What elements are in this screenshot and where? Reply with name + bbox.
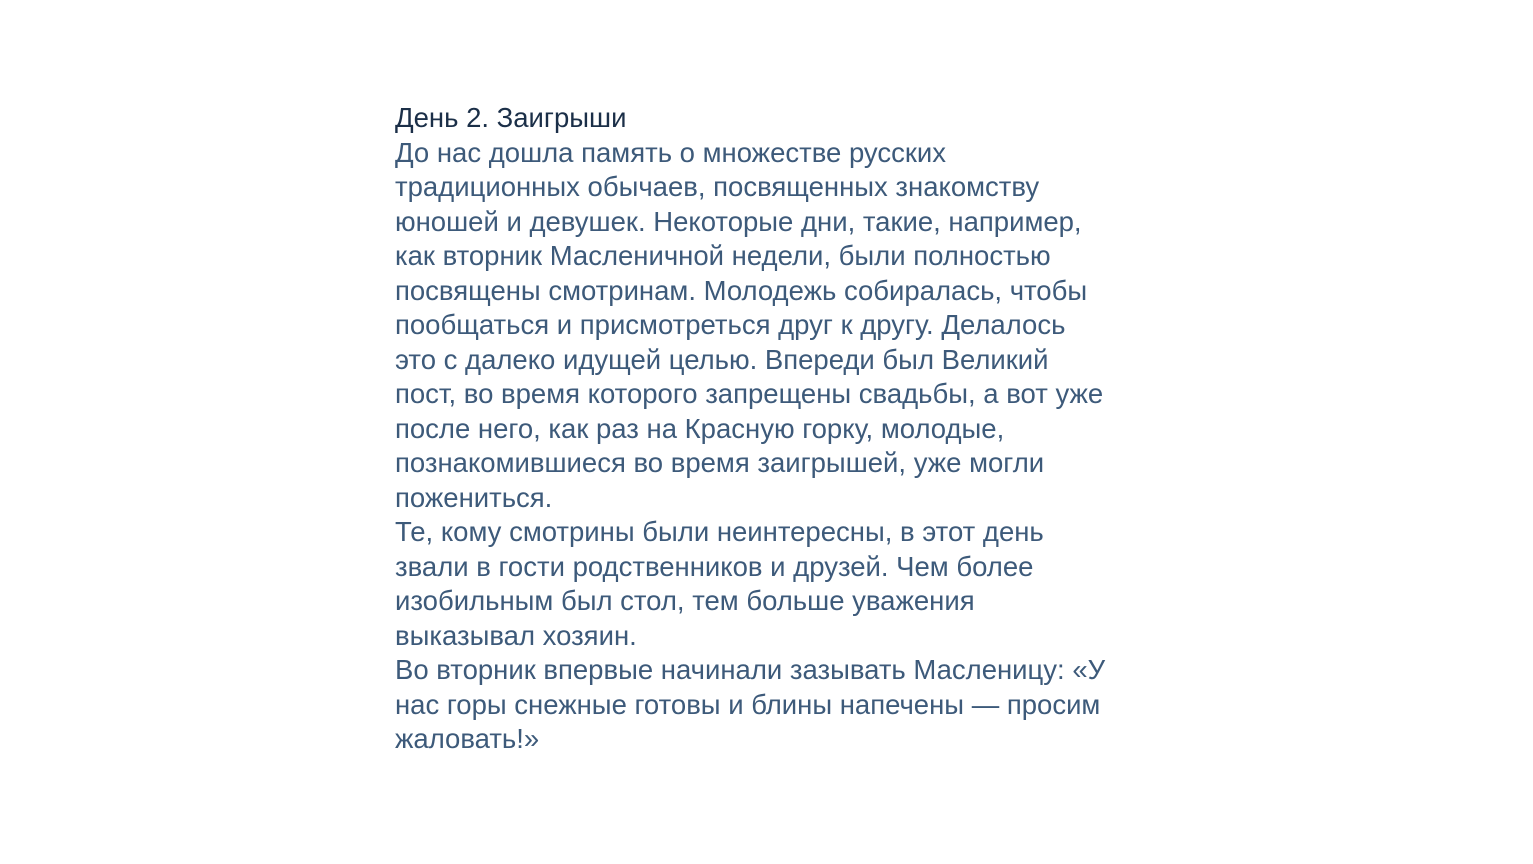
paragraph-guests: Те, кому смотрины были неинтересны, в этот день звали в гости родственников и друзей. Чем более изобильным был стол, тем больше уважения выказывал хозяин.: [395, 516, 1044, 651]
paragraph-invitation: Во вторник впервые начинали зазывать Масленицу: «У нас горы снежные готовы и блины напечены — просим жаловать!»: [395, 654, 1106, 754]
paragraph-customs: До нас дошла память о множестве русских традиционных обычаев, посвященных знакомству юношей и девушек. Некоторые дни, такие, например, как вторник Масленичной недели, были полностью посвящены смотринам. Молодежь собиралась, чтобы пообщаться и присмотреться друг к другу. Делалось это с далеко идущей целью. Впереди был Великий пост, во время которого запрещены свадьбы, а вот уже после него, как раз на Красную горку, молодые, познакомившиеся во время заигрышей, уже могли пожениться.: [395, 136, 1104, 513]
slide-text-block: [395, 101, 1155, 757]
slide-title: День 2. Заигрыши: [395, 102, 627, 133]
